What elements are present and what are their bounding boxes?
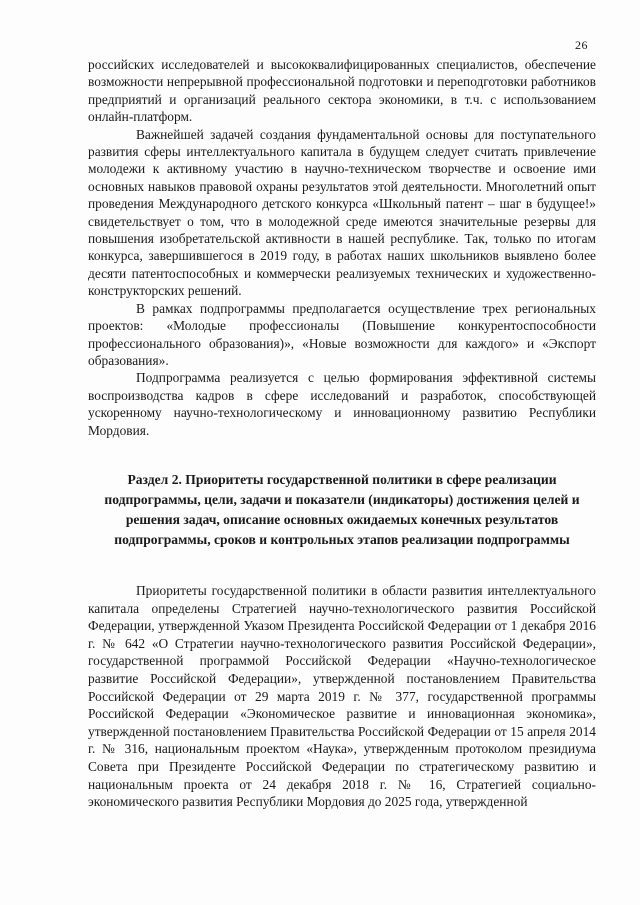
body-text-bottom [88,582,596,811]
paragraph-regional-projects: В рамках подпрограммы предполагается осуществление трех региональных проектов: «Молодые профессионалы (Повышение конкурентоспособности профессионального образования)», «Новые возможности для каждого» и «Экспорт образования». [88,300,596,368]
body-text-top [88,56,596,439]
paragraph-subprogram-goal: Подпрограмма реализуется с целью формирования эффективной системы воспроизводства кадров в сфере исследований и разработок, способствующей ускоренному научно-технологическому и инновационному развитию Республики Мордовия. [88,370,596,438]
paragraph-policy-priorities: Приоритеты государственной политики в области развития интеллектуального капитала определены Стратегией научно-технологического развития Российской Федерации, утвержденной Указом Президента Российской Федерации от 1 декабря 2016 г. № 642 «О Стратегии научно-технологического развития Российской Федерации», государственной программой Российской Федерации «Научно-технологическое развитие Российской Федерации», утвержденной постановлением Правительства Российской Федерации от 29 марта 2019 г. № 377, государственной программы Российской Федерации «Экономическое развитие и инновационная экономика», утвержденной постановлением Правительства Российской Федерации от 15 апреля 2014 г. № 316, национальным проектом «Наука», утвержденным протоколом президиума Совета при Президенте Российской Федерации по стратегическому развитию и национальным проекта от 24 декабря 2018 г. № 16, Стратегией социально-экономического развития Республики Мордовия до 2025 года, утвержденной [88,583,596,810]
paragraph-youth-engagement: Важнейшей задачей создания фундаментальной основы для поступательного развития сферы интеллектуального капитала в будущем следует считать привлечение молодежи к активному участию в научно-техническом творчестве и освоение ими основных навыков правовой охраны результатов этой деятельности. Многолетний опыт проведения Международного детского конкурса «Школьный патент – шаг в будущее!» свидетельствует о том, что в молодежной среде имеются значительные резервы для повышения изобретательской активности в нашей республике. Так, только по итогам конкурса, завершившегося в 2019 году, в работах наших школьников выявлено более десяти патентоспособных и коммерчески реализуемых технических и художественно-конструкторских решений. [88,126,596,299]
paragraph-continuation: российских исследователей и высококвалифицированных специалистов, обеспечение возможности непрерывной профессиональной подготовки и переподготовки работников предприятий и организаций реального сектора экономики, в т.ч. с использованием онлайн-платформ. [88,57,596,125]
section-heading: Раздел 2. Приоритеты государственной политики в сфере реализации подпрограммы, цели, задачи и показатели (индикаторы) достижения целей и решения задач, описание основных ожидаемых конечных результатов подпрограммы, сроков и контрольных этапов реализации подпрограммы [104,472,580,547]
page-number: 26 [575,38,588,52]
